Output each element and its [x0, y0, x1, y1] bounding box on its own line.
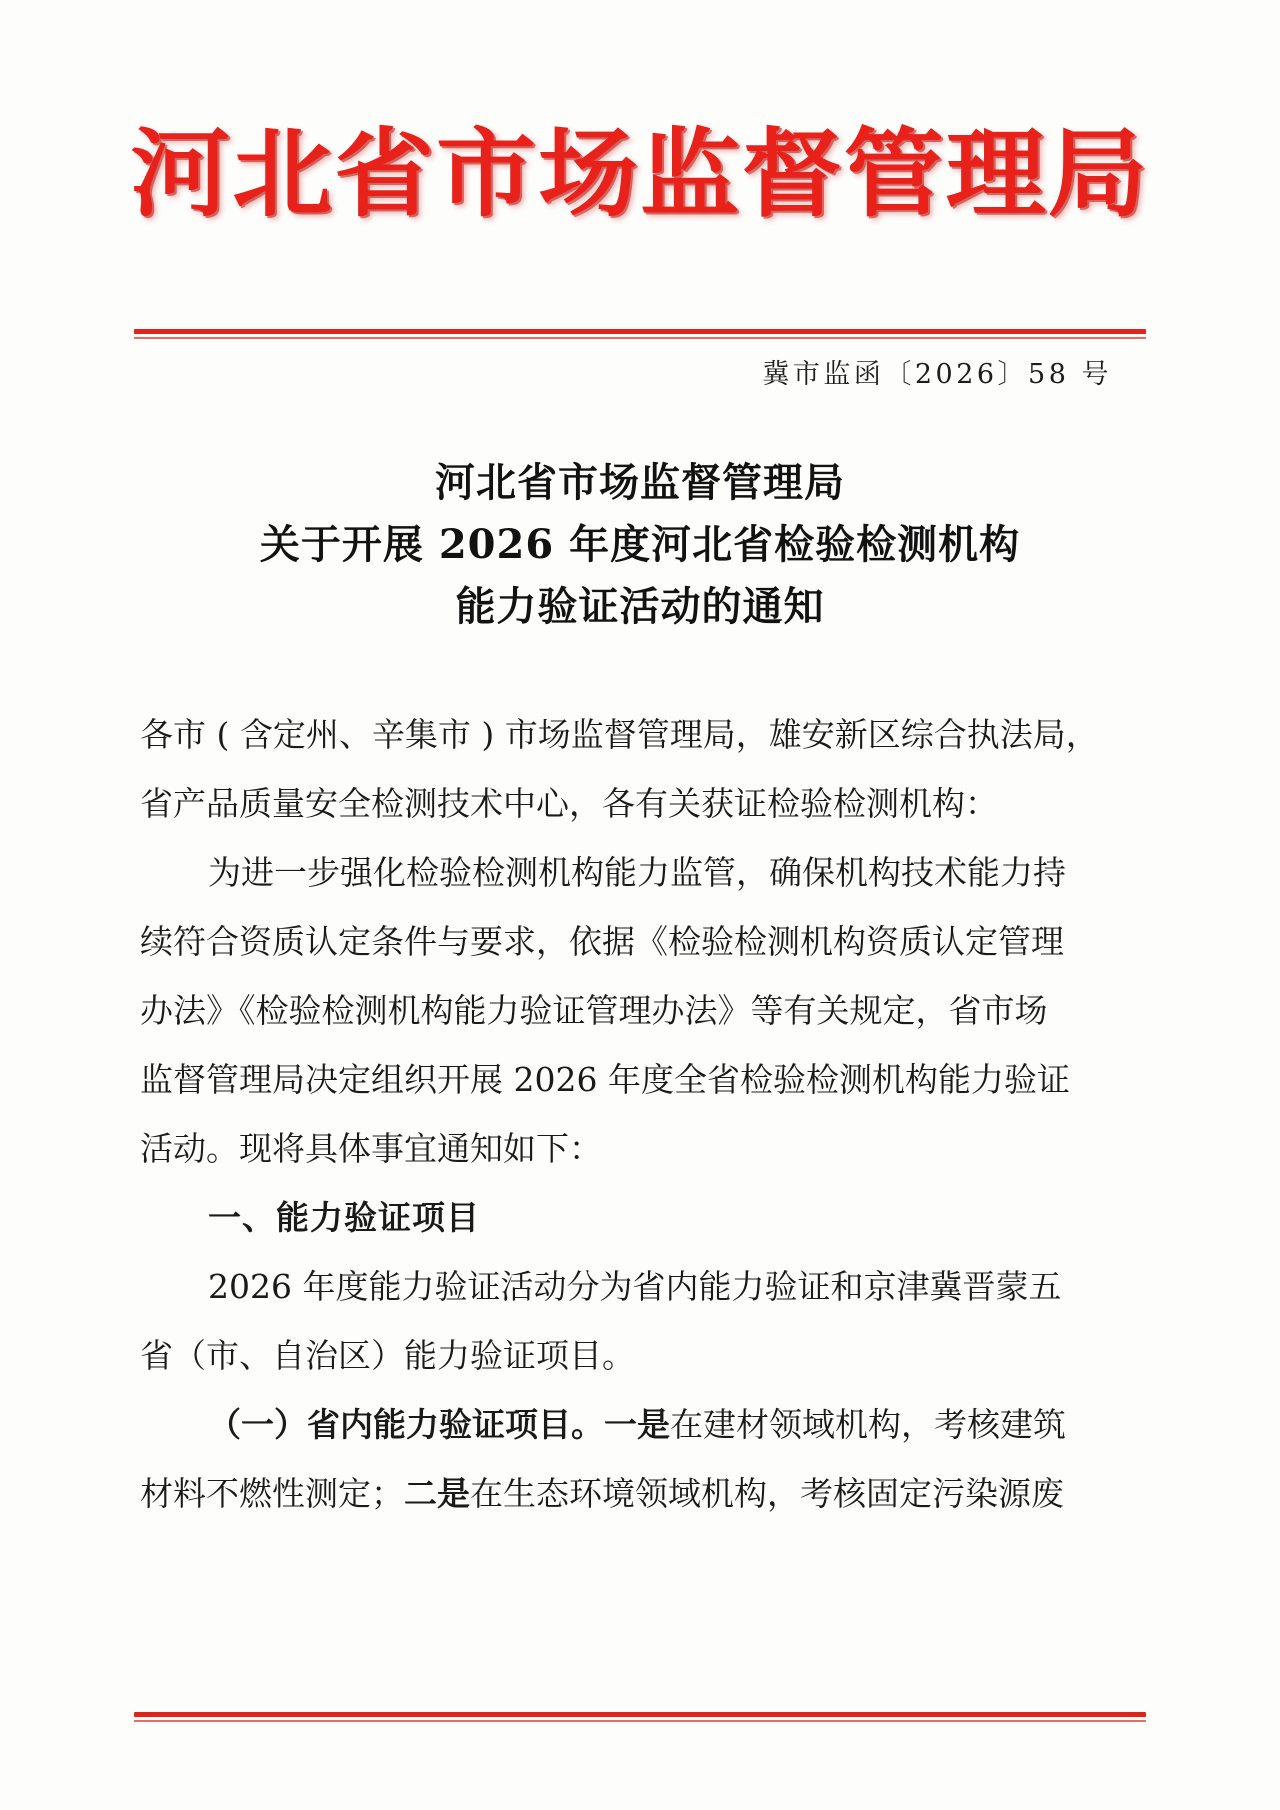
text-run: 监督管理局决定组织开展 2026 年度全省检验检测机构能力验证	[140, 1060, 1070, 1099]
body-line	[140, 1459, 1140, 1528]
text-run: 为进一步强化检验检测机构能力监管，确保机构技术能力持	[208, 853, 1066, 892]
footer-red-rule	[134, 1712, 1146, 1722]
text-run: 续符合资质认定条件与要求，依据《检验检测机构资质认定管理	[140, 922, 1064, 961]
body-line	[140, 1045, 1140, 1114]
masthead	[0, 117, 1280, 230]
text-run: 省（市、自治区）能力验证项目。	[140, 1336, 635, 1375]
document-number: 冀市监函〔2026〕58 号	[762, 359, 1112, 390]
body-line	[140, 976, 1140, 1045]
text-run: 2026 年度能力验证活动分为省内能力验证和京津冀晋蒙五	[208, 1267, 1062, 1306]
text-run: 各市 ( 含定州、辛集市 ) 市场监督管理局，雄安新区综合执法局，	[140, 715, 1099, 754]
body-line	[140, 1252, 1140, 1321]
body-line	[140, 1390, 1140, 1459]
body-line	[140, 907, 1140, 976]
body-line	[140, 1114, 1140, 1183]
text-run: 活动。现将具体事宜通知如下：	[140, 1129, 602, 1168]
emphasis-run: 一、能力验证项目	[208, 1198, 480, 1237]
text-run: 在建材领域机构，考核建筑	[670, 1405, 1066, 1444]
section-heading	[140, 1183, 1140, 1252]
body-line	[140, 700, 1140, 769]
document-title-block	[140, 452, 1140, 638]
document-body	[140, 700, 1140, 1528]
emphasis-run: 二是	[404, 1474, 470, 1513]
document-title-line-2: 关于开展 2026 年度河北省检验检测机构	[259, 521, 1021, 568]
agency-name-title: 河北省市场监督管理局	[130, 117, 1150, 230]
body-line	[140, 838, 1140, 907]
masthead-red-rule	[134, 329, 1146, 339]
text-run: 在生态环境领域机构，考核固定污染源废	[470, 1474, 1064, 1513]
rule-thin-line	[134, 337, 1146, 339]
emphasis-run: （一）省内能力验证项目。一是	[208, 1405, 670, 1444]
text-run: 办法》《检验检测机构能力验证管理办法》等有关规定，省市场	[140, 991, 1048, 1030]
document-title-line-1: 河北省市场监督管理局	[435, 459, 845, 506]
rule-thin-line	[134, 1720, 1146, 1722]
body-line	[140, 1321, 1140, 1390]
document-title-line-3: 能力验证活动的通知	[455, 583, 825, 630]
text-run: 材料不燃性测定；	[140, 1474, 404, 1513]
text-run: 省产品质量安全检测技术中心，各有关获证检验检测机构：	[140, 784, 998, 823]
body-line	[140, 769, 1140, 838]
